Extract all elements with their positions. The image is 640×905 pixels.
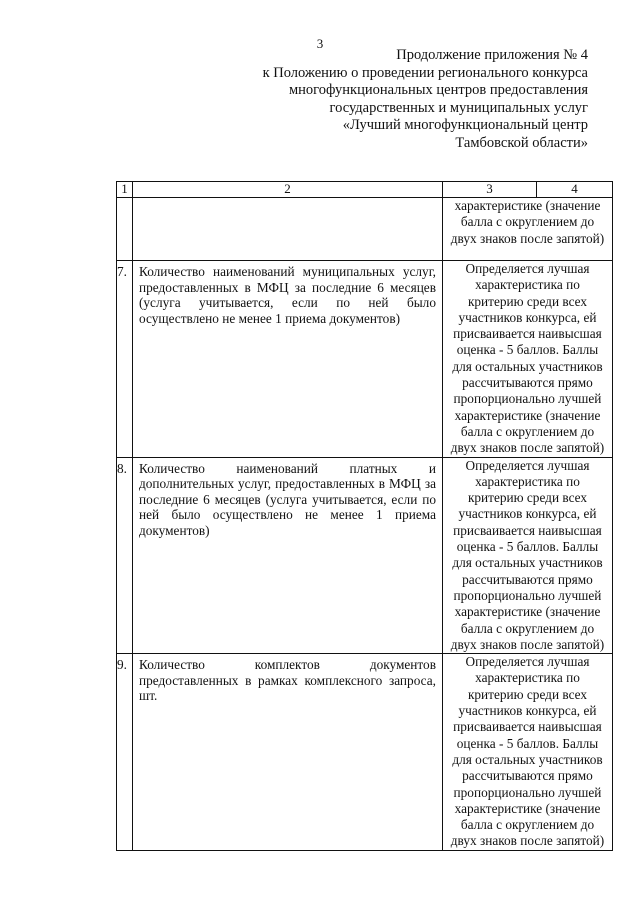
- column-header: 4: [536, 182, 612, 198]
- criterion-line: пропорционально лучшей: [453, 587, 602, 603]
- criterion-line: участников конкурса, ей: [458, 703, 597, 719]
- criterion-line: участников конкурса, ей: [458, 506, 597, 522]
- criterion-line: пропорционально лучшей: [453, 784, 602, 800]
- criterion-line: оценка - 5 баллов. Баллы: [456, 735, 599, 751]
- criterion-line: характеристике (значение: [454, 800, 601, 816]
- header-line: «Лучший многофункциональный центр: [342, 117, 588, 133]
- criterion-line: для остальных участников: [452, 358, 603, 374]
- row-number: 7.: [117, 261, 133, 458]
- criterion-cell: [442, 198, 612, 261]
- criterion-line: балла с округлением до: [460, 817, 595, 833]
- criterion-line: участников конкурса, ей: [458, 309, 597, 325]
- criterion-line: оценка - 5 баллов. Баллы: [456, 342, 599, 358]
- column-header: 3: [442, 182, 536, 198]
- table-row: [117, 654, 613, 851]
- table-row: [117, 457, 613, 654]
- criterion-line: балла с округлением до: [460, 214, 595, 230]
- number-cell: [117, 198, 133, 261]
- row-name: Количество наименований муниципальных услуг, предоставленных в МФЦ за последние 6 месяцев (услуга учитывается, если по ней было осуществлено не менее 1 приема документов): [132, 261, 442, 458]
- criterion-cell: [442, 654, 612, 851]
- table-header-row: [117, 182, 613, 198]
- criterion-line: Определяется лучшая: [465, 654, 590, 670]
- row-number: 8.: [117, 457, 133, 654]
- column-header: 2: [132, 182, 442, 198]
- criterion-line: для остальных участников: [452, 555, 603, 571]
- header-line: многофункциональных центров предоставления: [288, 82, 588, 98]
- criterion-line: балла с округлением до: [460, 423, 595, 439]
- criterion-line: присваивается наивысшая: [453, 522, 602, 538]
- criterion-line: характеристике (значение: [454, 604, 601, 620]
- criterion-line: балла с округлением до: [460, 620, 595, 636]
- header-line: государственных и муниципальных услуг: [329, 99, 588, 116]
- criterion-line: критерию среди всех: [467, 490, 588, 506]
- criterion-line: рассчитываются прямо: [462, 768, 593, 784]
- criterion-line: характеристика по: [475, 670, 580, 686]
- criterion-line: Определяется лучшая: [465, 457, 590, 473]
- column-header: 1: [117, 182, 133, 198]
- criterion-line: характеристика по: [475, 277, 580, 293]
- table-row: [117, 261, 613, 458]
- criterion-line: оценка - 5 баллов. Баллы: [456, 539, 599, 555]
- criterion-line: присваивается наивысшая: [453, 719, 602, 735]
- criterion-line: характеристике (значение: [454, 407, 601, 423]
- criterion-line: Определяется лучшая: [465, 261, 590, 276]
- criterion-line: рассчитываются прямо: [462, 571, 593, 587]
- criteria-table: [116, 181, 613, 851]
- criterion-line: двух знаков после запятой): [450, 230, 605, 246]
- criterion-line: двух знаков после запятой): [450, 440, 605, 456]
- page-number: 3: [316, 36, 324, 51]
- criterion-line: характеристика по: [475, 473, 580, 489]
- header-line: Тамбовской области»: [455, 134, 588, 151]
- criterion-line: рассчитываются прямо: [462, 375, 593, 391]
- criterion-line: присваивается наивысшая: [453, 326, 602, 342]
- criterion-cell: [442, 457, 612, 654]
- criterion-line: пропорционально лучшей: [453, 391, 602, 407]
- criterion-line: критерию среди всех: [467, 293, 588, 309]
- table-row-continued: [117, 198, 613, 261]
- header-line: к Положению о проведении регионального конкурса: [262, 64, 588, 81]
- criterion-line: для остальных участников: [452, 751, 603, 767]
- row-name: Количество наименований платных и дополнительных услуг, предоставленных в МФЦ за последние 6 месяцев (услуга учитывается, если по ней было осуществлено не менее 1 приема документов): [132, 457, 442, 654]
- criterion-cell: [442, 261, 612, 458]
- name-cell: [132, 198, 442, 261]
- criterion-line: характеристике (значение: [454, 198, 601, 213]
- row-number: 9.: [117, 654, 133, 851]
- criterion-line: двух знаков после запятой): [450, 833, 605, 849]
- criterion-line: двух знаков после запятой): [450, 636, 605, 652]
- header-line: Продолжение приложения № 4: [396, 47, 588, 63]
- appendix-header: [188, 47, 588, 152]
- row-name: Количество комплектов документов предоставленных в рамках комплексного запроса, шт.: [132, 654, 442, 851]
- criterion-line: критерию среди всех: [467, 686, 588, 702]
